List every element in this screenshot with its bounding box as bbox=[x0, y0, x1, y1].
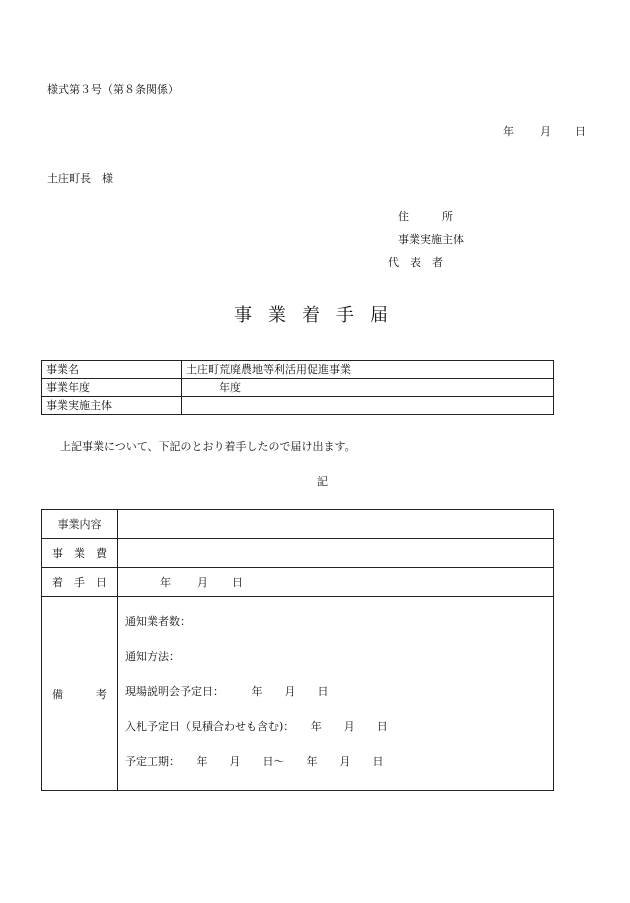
project-entity-label: 事業実施主体 bbox=[42, 397, 182, 415]
start-year-label: 年 bbox=[160, 576, 171, 589]
cost-label: 事 業 費 bbox=[42, 539, 118, 568]
table-row bbox=[42, 539, 554, 568]
page-title: 事業着手届 bbox=[234, 305, 404, 326]
start-day-label: 日 bbox=[232, 576, 243, 589]
project-name-value: 土庄町荒廃農地等利活用促進事業 bbox=[182, 361, 554, 379]
remarks-label: 備 考 bbox=[42, 597, 118, 791]
start-month-label: 月 bbox=[197, 576, 208, 589]
table-row bbox=[42, 597, 554, 791]
remarks-value bbox=[118, 597, 554, 791]
representative-label: 代 表 者 bbox=[388, 256, 443, 269]
table-row bbox=[42, 510, 554, 539]
date-day-label: 日 bbox=[575, 125, 586, 138]
submission-date bbox=[503, 123, 586, 139]
table-row bbox=[42, 361, 554, 379]
cost-value[interactable] bbox=[118, 539, 554, 568]
project-info-table bbox=[41, 360, 554, 415]
form-number: 様式第３号（第８条関係） bbox=[47, 83, 179, 96]
table-row bbox=[42, 397, 554, 415]
statement: 上記事業について、下記のとおり着手したので届け出ます。 bbox=[60, 440, 356, 453]
applicant-block bbox=[386, 210, 464, 279]
address-label: 住 所 bbox=[398, 210, 453, 223]
list-item: 入札予定日（見積合わせも含む)： 年 月 日 bbox=[125, 720, 388, 733]
list-item: 予定工期： 年 月 日～ 年 月 日 bbox=[125, 755, 384, 768]
remarks-list bbox=[118, 597, 553, 790]
date-year-label: 年 bbox=[503, 125, 514, 138]
list-item: 現場説明会予定日： 年 月 日 bbox=[125, 685, 329, 698]
entity-label: 事業実施主体 bbox=[398, 233, 464, 246]
start-date-label: 着 手 日 bbox=[42, 568, 118, 597]
list-item: 通知方法： bbox=[125, 650, 180, 663]
date-month-label: 月 bbox=[540, 125, 551, 138]
project-entity-value[interactable] bbox=[182, 397, 554, 415]
project-year-label: 事業年度 bbox=[42, 379, 182, 397]
ki-heading: 記 bbox=[317, 475, 328, 488]
table-row bbox=[42, 379, 554, 397]
table-row bbox=[42, 568, 554, 597]
list-item: 通知業者数： bbox=[125, 615, 191, 628]
content-value[interactable] bbox=[118, 510, 554, 539]
project-name-label: 事業名 bbox=[42, 361, 182, 379]
detail-table bbox=[41, 509, 554, 791]
project-year-value: 年度 bbox=[182, 379, 554, 397]
content-label: 事業内容 bbox=[42, 510, 118, 539]
addressee: 土庄町長 様 bbox=[47, 172, 113, 185]
start-date-value[interactable] bbox=[118, 568, 554, 597]
